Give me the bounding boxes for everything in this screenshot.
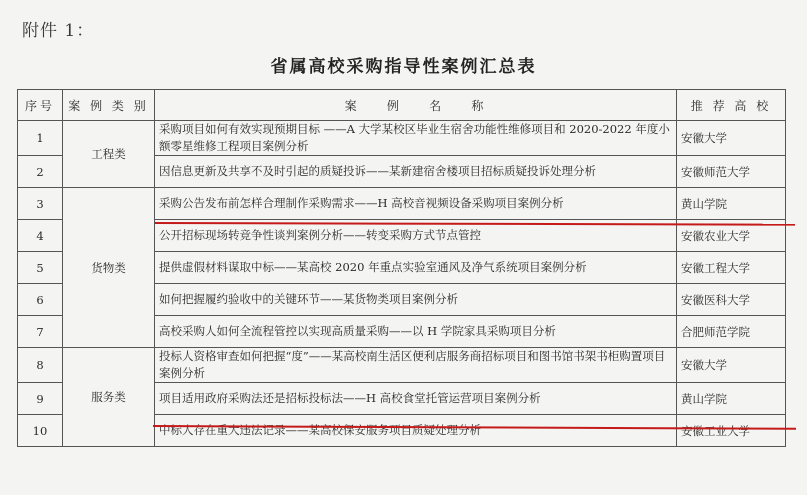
table-row xyxy=(18,121,786,156)
case-name: 中标人存在重大违法记录——某高校保安服务项目质疑处理分析 xyxy=(155,415,677,447)
row-number: 9 xyxy=(18,383,63,415)
row-number: 8 xyxy=(18,348,63,383)
category-cell: 服务类 xyxy=(63,348,155,447)
case-name: 投标人资格审查如何把握“度”——某高校南生活区便利店服务商招标项目和图书馆书架书柜购置项目案例分析 xyxy=(155,348,677,383)
university: 安徽农业大学 xyxy=(677,220,786,252)
case-name: 如何把握履约验收中的关键环节——某货物类项目案例分析 xyxy=(155,284,677,316)
row-number: 6 xyxy=(18,284,63,316)
header-number: 序号 xyxy=(18,90,63,121)
case-name: 公开招标现场转竞争性谈判案例分析——转变采购方式节点管控 xyxy=(155,220,677,252)
case-name: 因信息更新及共享不及时引起的质疑投诉——某新建宿舍楼项目招标质疑投诉处理分析 xyxy=(155,156,677,188)
row-number: 1 xyxy=(18,121,63,156)
attachment-label: 附件 1： xyxy=(22,21,95,41)
row-number: 2 xyxy=(18,156,63,188)
table-row xyxy=(18,188,786,220)
row-number: 7 xyxy=(18,316,63,348)
university: 黄山学院 xyxy=(677,188,786,220)
row-number: 3 xyxy=(18,188,63,220)
page-title: 省属高校采购指导性案例汇总表 xyxy=(270,57,537,77)
university: 黄山学院 xyxy=(677,383,786,415)
row-number: 10 xyxy=(18,415,63,447)
header-case-name: 案 例 名 称 xyxy=(155,90,677,121)
table-header-row xyxy=(18,90,786,121)
case-name: 采购公告发布前怎样合理制作采购需求——H 高校音视频设备采购项目案例分析 xyxy=(155,188,677,220)
row-number: 4 xyxy=(18,220,63,252)
university: 安徽师范大学 xyxy=(677,156,786,188)
case-name: 高校采购人如何全流程管控以实现高质量采购——以 H 学院家具采购项目分析 xyxy=(155,316,677,348)
category-cell: 货物类 xyxy=(63,188,155,348)
case-name: 采购项目如何有效实现预期目标 ——A 大学某校区毕业生宿舍功能性维修项目和 2020-2022 年度小额零星维修工程项目案例分析 xyxy=(155,121,677,156)
university: 安徽工业大学 xyxy=(677,415,786,447)
category-cell: 工程类 xyxy=(63,121,155,188)
case-name: 提供虚假材料谋取中标——某高校 2020 年重点实验室通风及净气系统项目案例分析 xyxy=(155,252,677,284)
header-university: 推 荐 高 校 xyxy=(677,90,786,121)
university: 安徽大学 xyxy=(677,348,786,383)
case-name: 项目适用政府采购法还是招标投标法——H 高校食堂托管运营项目案例分析 xyxy=(155,383,677,415)
university: 安徽大学 xyxy=(677,121,786,156)
table-row xyxy=(18,348,786,383)
university: 合肥师范学院 xyxy=(677,316,786,348)
header-category: 案 例 类 别 xyxy=(63,90,155,121)
row-number: 5 xyxy=(18,252,63,284)
university: 安徽医科大学 xyxy=(677,284,786,316)
case-summary-table xyxy=(17,89,786,447)
university: 安徽工程大学 xyxy=(677,252,786,284)
